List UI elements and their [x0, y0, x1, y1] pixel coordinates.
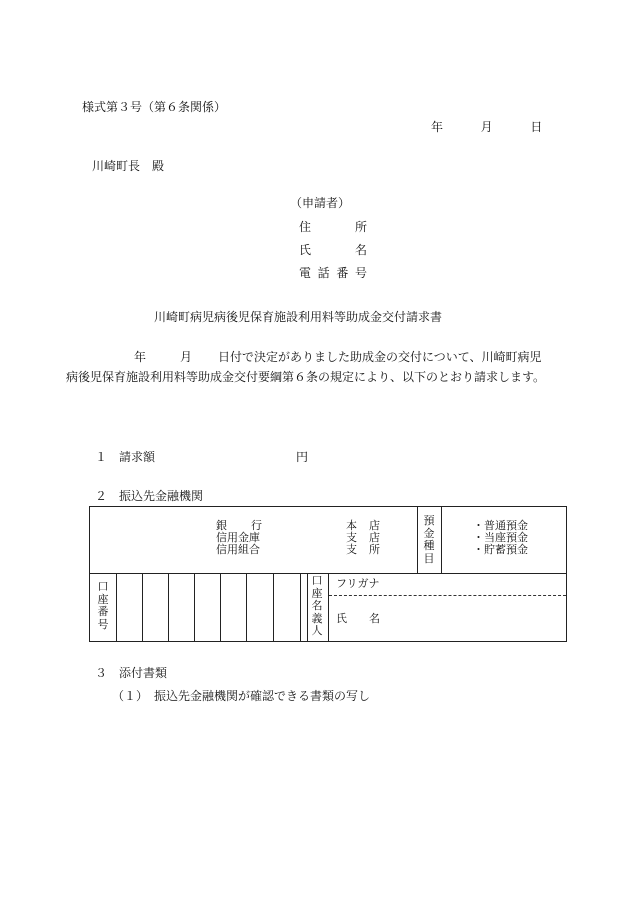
branch-sub: 支 所: [346, 543, 380, 556]
phone-char: 番: [336, 266, 349, 280]
document-title: 川崎町病児病後児保育施設利用料等助成金交付請求書: [154, 310, 443, 324]
institution-bank: 銀 行: [216, 519, 262, 532]
bank-table: [89, 506, 567, 642]
applicant-phone-label: [299, 267, 367, 279]
deposit-label-right-border: [441, 507, 442, 573]
institution-shinkumi: 信用組合: [216, 543, 260, 556]
holder-label-left-border: [328, 573, 329, 641]
institution-shinkin: 信用金庫: [216, 531, 260, 544]
digit-border: [168, 573, 169, 641]
section-amount-label: １ 請求額: [95, 450, 156, 464]
deposit-options: [473, 520, 528, 556]
digit-border: [220, 573, 221, 641]
date-month: 月: [480, 120, 493, 134]
holder-name-label: 氏 名: [336, 612, 380, 625]
applicant-name-label: [299, 244, 367, 256]
digit-border: [300, 573, 301, 641]
institution-types: [216, 520, 262, 556]
phone-char: 電: [299, 266, 312, 280]
request-paragraph: [66, 347, 546, 387]
phone-char: 話: [317, 266, 330, 280]
address-char: 所: [354, 220, 367, 234]
applicant-address-label: [299, 221, 367, 233]
body-rest: 日付で決定がありました助成金の交付について、川崎町病児病後児保育施設利用料等助成金交付要綱第６条の規定により、以下のとおり請求します。: [66, 350, 546, 384]
date-year: 年: [431, 120, 444, 134]
date-line: [431, 121, 542, 133]
address-char: 住: [299, 220, 312, 234]
deposit-type-label: 預 金 種 目: [423, 514, 435, 565]
name-char: 氏: [299, 243, 312, 257]
deposit-label-left-border: [417, 507, 418, 573]
amount-unit: 円: [296, 450, 309, 464]
name-char: 名: [354, 243, 367, 257]
account-holder-label: 口 座 名 義 人: [311, 574, 323, 637]
attachment-item: （１） 振込先金融機関が確認できる書類の写し: [112, 689, 371, 703]
account-number-label: 口 座 番 号: [97, 580, 109, 631]
digit-border: [246, 573, 247, 641]
form-number: 様式第３号（第６条関係）: [82, 100, 227, 114]
deposit-current: ・当座預金: [473, 531, 528, 544]
body-year: 年: [134, 350, 147, 364]
deposit-ordinary: ・普通預金: [473, 519, 528, 532]
furigana-divider: [329, 595, 566, 596]
section-attachments-label: ３ 添付書類: [95, 666, 168, 680]
digit-border: [307, 573, 308, 641]
body-month: 月: [180, 350, 193, 364]
branch-branch: 支 店: [346, 531, 380, 544]
phone-char: 号: [354, 266, 367, 280]
branch-types: [346, 520, 380, 556]
date-day: 日: [530, 120, 543, 134]
digit-border: [142, 573, 143, 641]
section-bank-label: ２ 振込先金融機関: [95, 489, 204, 503]
branch-head: 本 店: [346, 519, 380, 532]
account-label-border: [116, 573, 117, 641]
digit-border: [273, 573, 274, 641]
deposit-savings: ・貯蓄預金: [473, 543, 528, 556]
applicant-heading: （申請者）: [290, 196, 351, 210]
digit-border: [194, 573, 195, 641]
furigana-label: フリガナ: [336, 577, 380, 590]
addressee: 川崎町長 殿: [92, 159, 165, 173]
